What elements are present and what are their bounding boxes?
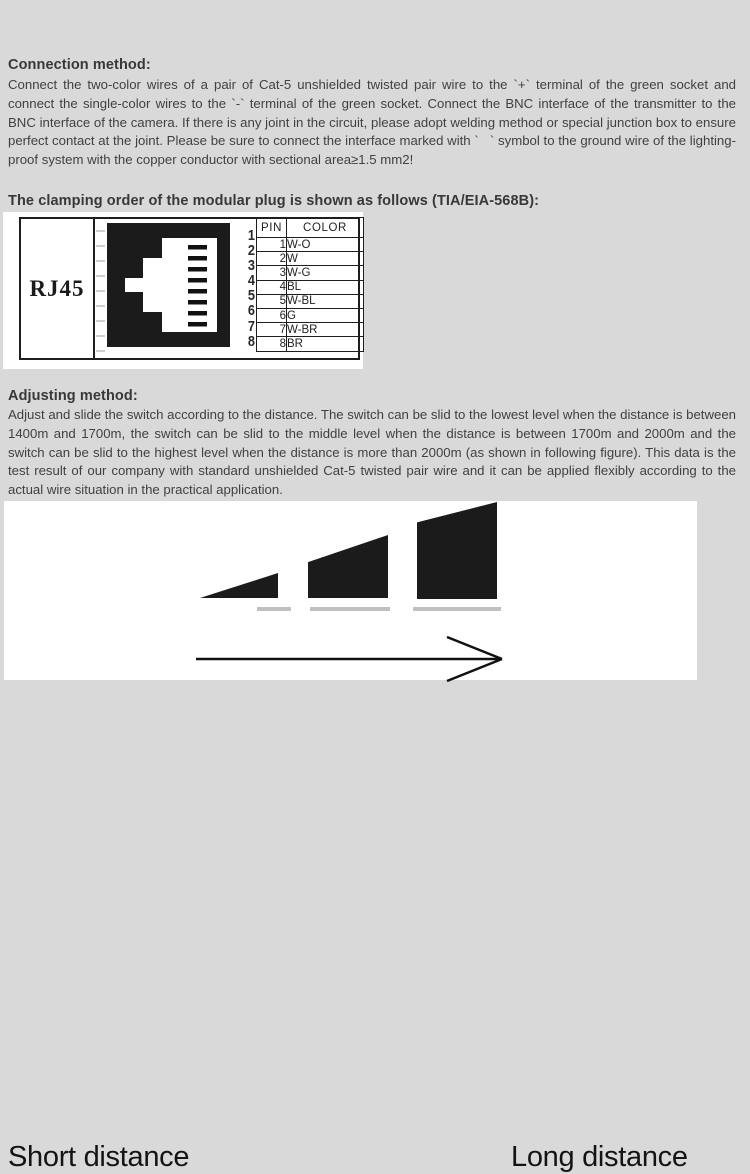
- color-cell: G: [287, 308, 364, 322]
- pin-cell: 6: [257, 308, 287, 322]
- ruler-tick: [96, 335, 105, 337]
- distance-level-figure: [4, 501, 697, 1173]
- table-header-row: [257, 218, 364, 238]
- pin-cell: 5: [257, 294, 287, 308]
- pin-number: 3: [247, 257, 255, 275]
- color-column-header: COLOR: [287, 218, 364, 238]
- long-distance-label: Long distance: [511, 1141, 688, 1173]
- pin-number: 4: [247, 272, 255, 290]
- level-shadow: [310, 607, 390, 611]
- level-high-shape: [417, 502, 497, 599]
- table-row: [257, 252, 364, 266]
- ruler-tick: [96, 230, 105, 232]
- ruler-tick: [96, 320, 105, 322]
- pin-number: 5: [247, 287, 255, 305]
- pin-cell: 8: [257, 337, 287, 351]
- pin-cell: 3: [257, 266, 287, 280]
- pin-color-table: [256, 217, 364, 352]
- rj45-jack-icon: [107, 223, 230, 347]
- table-row: [257, 280, 364, 294]
- color-cell: W-BR: [287, 323, 364, 337]
- level-low-shape: [200, 573, 278, 598]
- table-row: [257, 294, 364, 308]
- pin-number: 2: [247, 242, 255, 260]
- pin-column-header: PIN: [257, 218, 287, 238]
- pin-number: 7: [247, 317, 255, 335]
- pin-number: 6: [247, 302, 255, 320]
- pin-number: 8: [247, 332, 255, 350]
- connection-method-paragraph: Connect the two-color wires of a pair of Cat-5 unshielded twisted pair wire to the `+` terminal of the green socket and connect the single-color wires to the `-` terminal of the green socket. Connect the BNC interface of the transmitter to the BNC interface of the camera. If there is any joint in the circuit, please adopt welding method or special junction box to ensure perfect contact at the joint. Please be sure to connect the interface marked with ` ` symbol to the ground wire of the lighting-proof system with the copper conductor with sectional area≥1.5 mm2!: [8, 77, 736, 168]
- level-shadow: [413, 607, 501, 611]
- color-cell: W-O: [287, 238, 364, 252]
- clamping-order-heading: The clamping order of the modular plug is shown as follows (TIA/EIA-568B):: [8, 193, 540, 209]
- adjusting-method-heading: Adjusting method:: [8, 388, 138, 404]
- level-shadow: [257, 607, 291, 611]
- pin-cell: 1: [257, 238, 287, 252]
- distance-arrow: [189, 631, 511, 689]
- pin-cell: 4: [257, 280, 287, 294]
- ruler-tick: [96, 260, 105, 262]
- table-row: [257, 266, 364, 280]
- color-cell: W-BL: [287, 294, 364, 308]
- color-cell: BL: [287, 280, 364, 294]
- table-row: [257, 238, 364, 252]
- rj45-label: RJ45: [29, 275, 85, 301]
- table-row: [257, 323, 364, 337]
- pin-cell: 7: [257, 323, 287, 337]
- ruler-tick: [96, 245, 105, 247]
- table-row: [257, 337, 364, 351]
- color-cell: W-G: [287, 266, 364, 280]
- table-row: [257, 308, 364, 322]
- pin-cell: 2: [257, 252, 287, 266]
- connection-method-heading: Connection method:: [8, 57, 151, 73]
- adjusting-method-paragraph: Adjust and slide the switch according to the distance. The switch can be slid to the lowest level when the distance is between 1400m and 1700m, the switch can be slid to the middle level when the distance is between 1700m and 2000m and the switch can be slid to the highest level when the distance is more than 2000m (as shown in following figure). This data is the test result of our company with standard unshielded Cat-5 twisted pair wire and it can be applied flexibly according to the actual wire situation in the practical application.: [8, 407, 736, 498]
- ruler-tick: [96, 350, 105, 352]
- level-middle-shape: [308, 535, 388, 598]
- pin-number-column: [235, 228, 255, 349]
- ruler-tick: [96, 290, 105, 292]
- color-cell: BR: [287, 337, 364, 351]
- ruler-tick: [96, 305, 105, 307]
- rj45-pinout-figure: [3, 212, 363, 369]
- pin-number: 1: [247, 227, 255, 244]
- ruler-tick: [96, 275, 105, 277]
- short-distance-label: Short distance: [8, 1141, 190, 1173]
- color-cell: W: [287, 252, 364, 266]
